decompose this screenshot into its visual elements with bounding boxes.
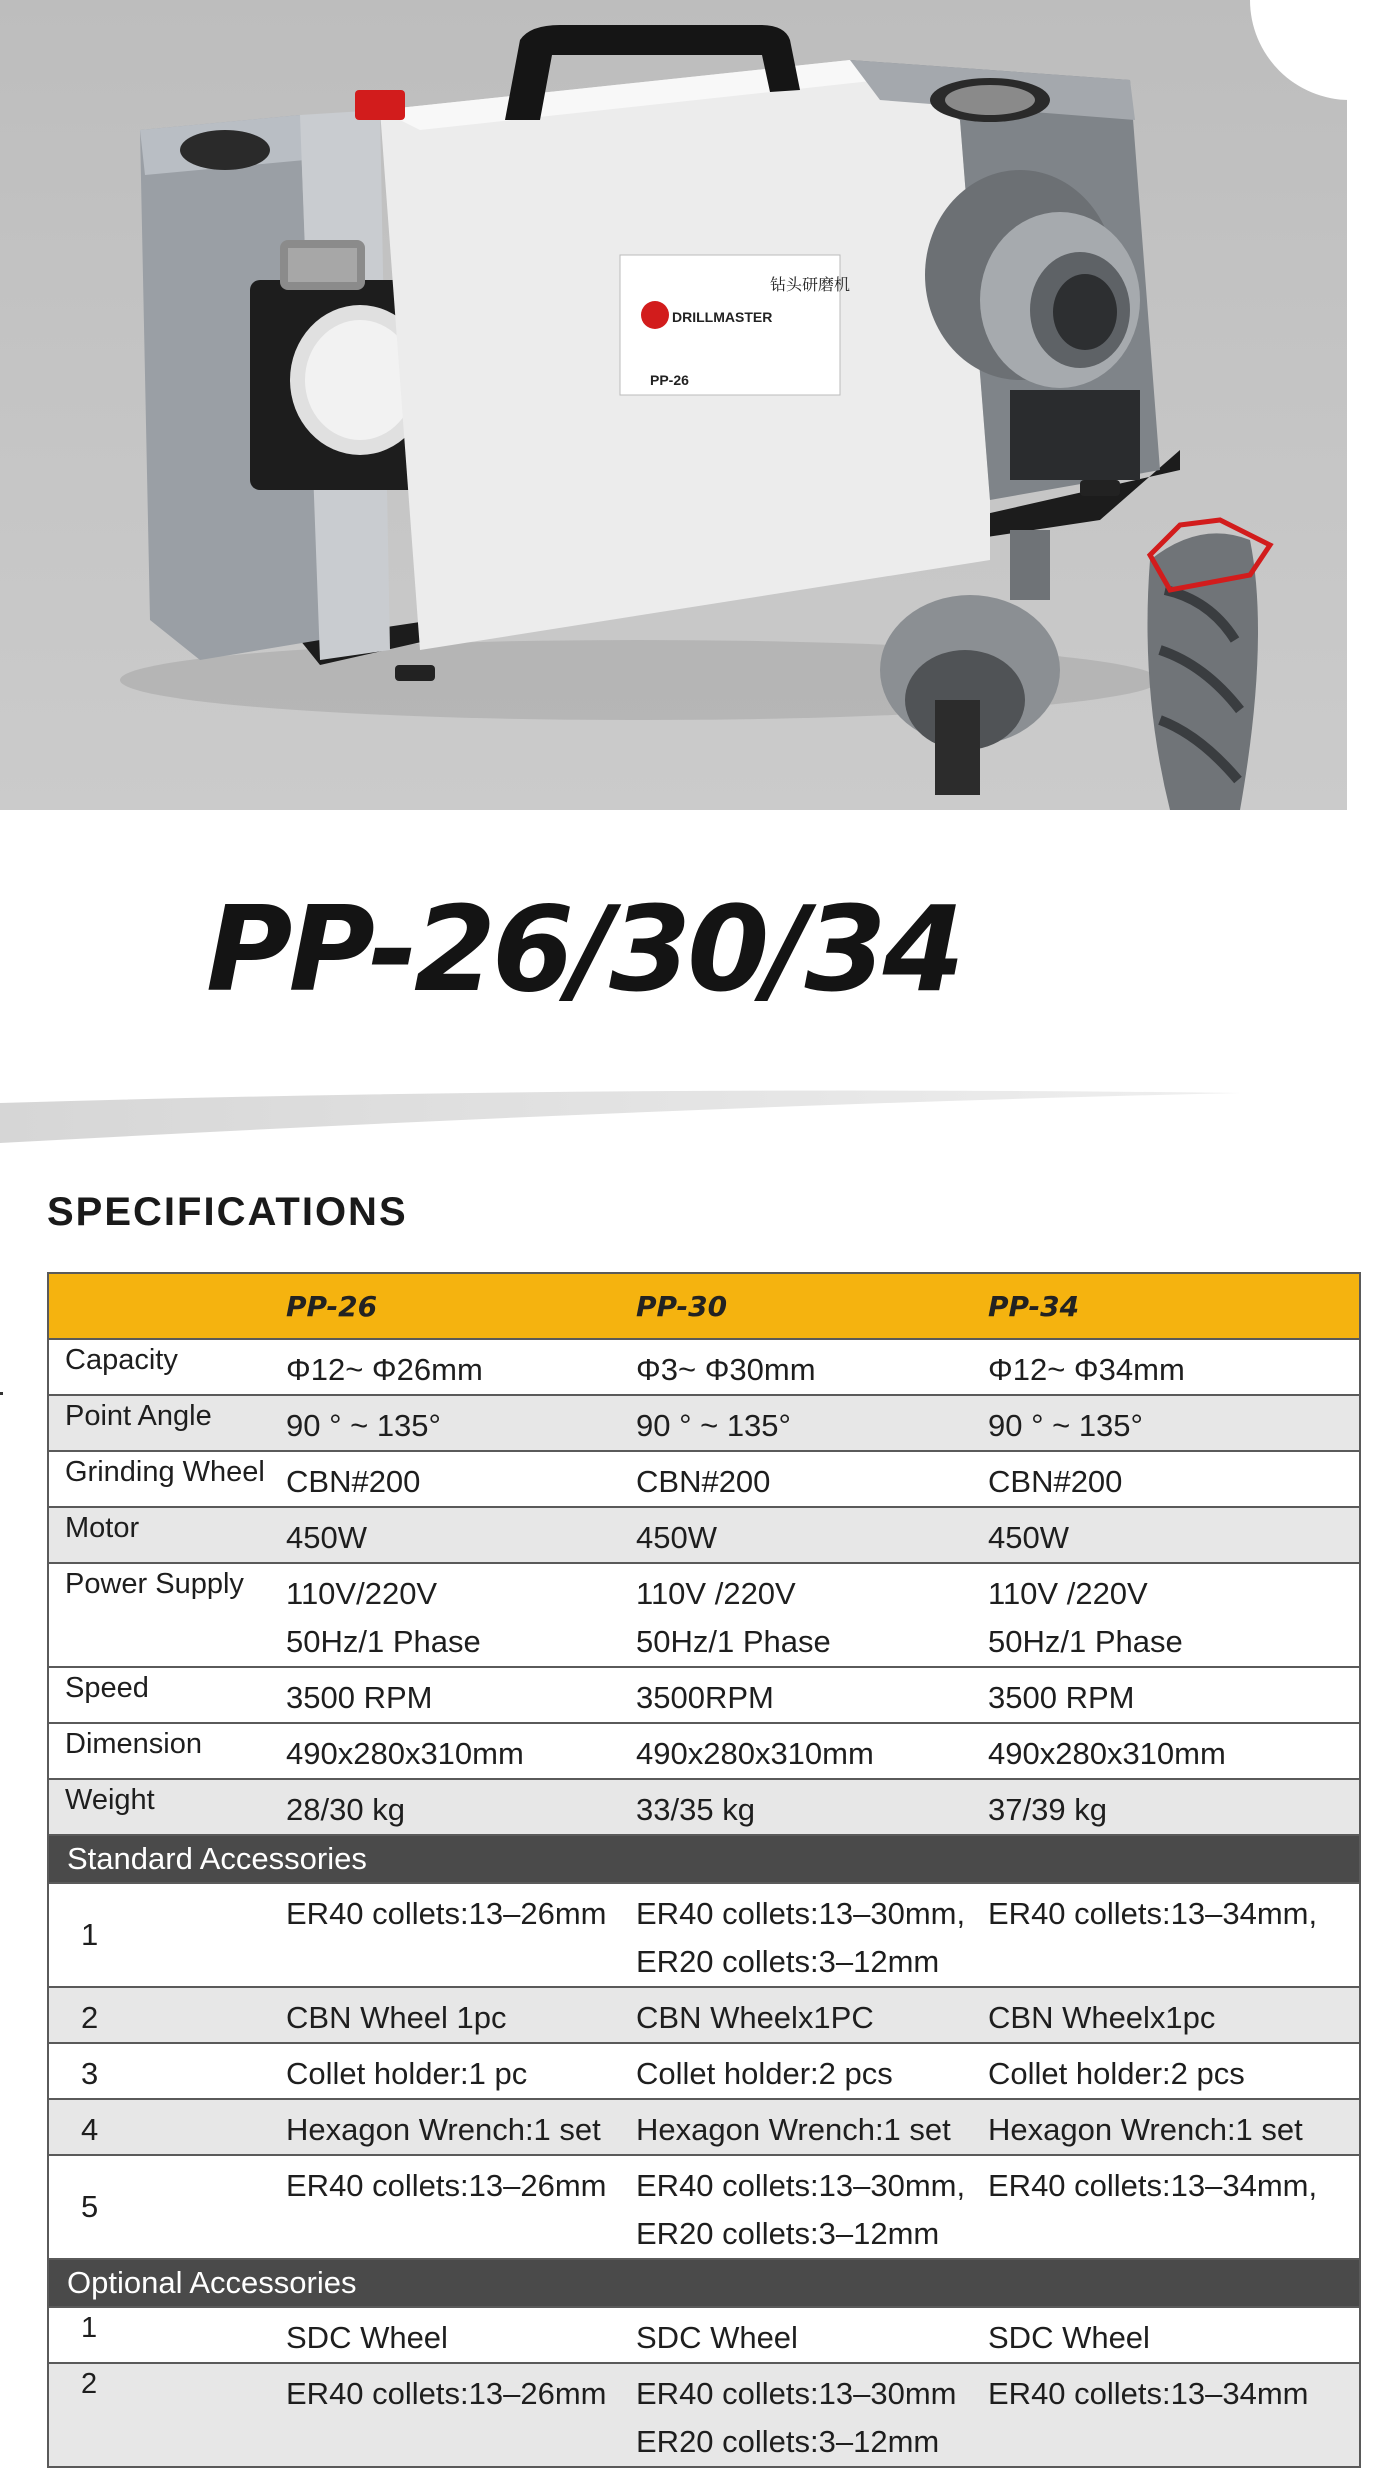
- row-number: 5: [81, 2189, 99, 2224]
- label-brand: DRILLMASTER: [672, 309, 773, 325]
- cell-value-line2: 50Hz/1 Phase: [636, 1624, 831, 1659]
- cell-value: 490x280x310mm: [988, 1736, 1226, 1771]
- cell-value: 90 ° ~ 135°: [988, 1408, 1143, 1443]
- row-number: 1: [81, 1917, 99, 1952]
- cell-value: 90 ° ~ 135°: [286, 1408, 441, 1443]
- table-row: [48, 2307, 1360, 2363]
- cell-value: ER40 collets:13–26mm: [286, 2168, 607, 2203]
- drill-grinder-illustration: [0, 0, 1347, 810]
- label-model: PP-26: [650, 372, 689, 388]
- table-row: [48, 2043, 1360, 2099]
- row-label: Motor: [65, 1512, 140, 1544]
- cell-value: Hexagon Wrench:1 set: [636, 2112, 951, 2147]
- cell-value: CBN Wheelx1PC: [636, 2000, 874, 2035]
- cell-value: ER40 collets:13–26mm: [286, 1896, 607, 1931]
- product-photo: [0, 0, 1347, 810]
- cell-value: ER40 collets:13–34mm: [988, 2376, 1309, 2411]
- cell-value: 90 ° ~ 135°: [636, 1408, 791, 1443]
- section-title: Optional Accessories: [48, 2259, 1360, 2307]
- table-row: [48, 1563, 1360, 1667]
- header-cell-pp34: PP-34: [988, 1273, 1360, 1339]
- row-number: 2: [81, 2000, 99, 2035]
- cell-value: SDC Wheel: [286, 2320, 448, 2355]
- row-label: Power Supply: [65, 1568, 244, 1600]
- cell-value-line2: ER20 collets:3–12mm: [636, 2216, 940, 2251]
- cell-value: 37/39 kg: [988, 1792, 1107, 1827]
- cell-value: ER40 collets:13–30mm,: [636, 1896, 966, 1931]
- cell-value: 110V /220V: [988, 1576, 1148, 1611]
- table-row: [48, 1395, 1360, 1451]
- cell-value: CBN#200: [636, 1464, 771, 1499]
- row-label: Weight: [65, 1784, 155, 1816]
- cell-value: CBN#200: [988, 1464, 1123, 1499]
- row-number: 1: [81, 2312, 98, 2344]
- table-row: [48, 1667, 1360, 1723]
- table-row: [48, 1987, 1360, 2043]
- row-number: 3: [81, 2056, 99, 2091]
- cell-value: 490x280x310mm: [636, 1736, 874, 1771]
- cell-value: 450W: [988, 1520, 1069, 1555]
- cell-value: Φ3~ Φ30mm: [636, 1352, 816, 1387]
- cell-value: CBN Wheel 1pc: [286, 2000, 507, 2035]
- cell-value: ER40 collets:13–30mm: [636, 2376, 957, 2411]
- section-row-optional: [48, 2259, 1360, 2307]
- cell-value: Hexagon Wrench:1 set: [988, 2112, 1303, 2147]
- cell-value: ER40 collets:13–26mm: [286, 2376, 607, 2411]
- cell-value: ER40 collets:13–34mm,: [988, 1896, 1318, 1931]
- table-header-row: [48, 1273, 1360, 1339]
- cell-value: 33/35 kg: [636, 1792, 755, 1827]
- cell-value: CBN#200: [286, 1464, 421, 1499]
- cell-value: 28/30 kg: [286, 1792, 405, 1827]
- cell-value: 3500RPM: [636, 1680, 774, 1715]
- header-cell: [48, 1273, 286, 1339]
- stray-mark: [0, 1392, 3, 1395]
- table-row: [48, 1779, 1360, 1835]
- cell-value: 110V/220V: [286, 1576, 438, 1611]
- row-label: Speed: [65, 1672, 149, 1704]
- model-title: PP-26/30/34: [206, 880, 961, 1018]
- cell-value: Φ12~ Φ34mm: [988, 1352, 1185, 1387]
- cell-value: Hexagon Wrench:1 set: [286, 2112, 601, 2147]
- cell-value-line2: ER20 collets:3–12mm: [636, 2424, 940, 2459]
- table-row: [48, 2155, 1360, 2259]
- table-row: [48, 1451, 1360, 1507]
- section-row-standard: [48, 1835, 1360, 1883]
- cell-value: Collet holder:1 pc: [286, 2056, 528, 2091]
- cell-value: 3500 RPM: [988, 1680, 1135, 1715]
- row-label: Point Angle: [65, 1400, 212, 1432]
- table-row: [48, 2099, 1360, 2155]
- cell-value: Collet holder:2 pcs: [988, 2056, 1245, 2091]
- cell-value: ER40 collets:13–30mm,: [636, 2168, 966, 2203]
- cell-value: Φ12~ Φ26mm: [286, 1352, 483, 1387]
- label-chinese: 钻头研磨机: [770, 275, 851, 294]
- row-label: Dimension: [65, 1728, 202, 1760]
- row-number: 2: [81, 2368, 98, 2400]
- header-cell-pp30: PP-30: [636, 1273, 988, 1339]
- cell-value: SDC Wheel: [636, 2320, 798, 2355]
- cell-value: SDC Wheel: [988, 2320, 1150, 2355]
- row-number: 4: [81, 2112, 99, 2147]
- row-label: Grinding Wheel: [65, 1456, 265, 1488]
- cell-value: Collet holder:2 pcs: [636, 2056, 893, 2091]
- section-title: Standard Accessories: [48, 1835, 1360, 1883]
- header-cell-pp26: PP-26: [286, 1273, 636, 1339]
- table-row: [48, 1507, 1360, 1563]
- cell-value-line2: ER20 collets:3–12mm: [636, 1944, 940, 1979]
- row-label: Capacity: [65, 1344, 178, 1376]
- table-row: [48, 1723, 1360, 1779]
- cell-value-line2: 50Hz/1 Phase: [988, 1624, 1183, 1659]
- decorative-swoosh: [0, 1085, 1240, 1145]
- cell-value: 450W: [636, 1520, 717, 1555]
- cell-value: 490x280x310mm: [286, 1736, 524, 1771]
- cell-value-line2: 50Hz/1 Phase: [286, 1624, 481, 1659]
- table-row: [48, 1339, 1360, 1395]
- table-row: [48, 2363, 1360, 2467]
- cell-value: CBN Wheelx1pc: [988, 2000, 1216, 2035]
- cell-value: 450W: [286, 1520, 367, 1555]
- cell-value: ER40 collets:13–34mm,: [988, 2168, 1318, 2203]
- section-heading: SPECIFICATIONS: [47, 1190, 408, 1234]
- cell-value: 110V /220V: [636, 1576, 796, 1611]
- specifications-table: [47, 1272, 1361, 2468]
- cell-value: 3500 RPM: [286, 1680, 433, 1715]
- table-row: [48, 1883, 1360, 1987]
